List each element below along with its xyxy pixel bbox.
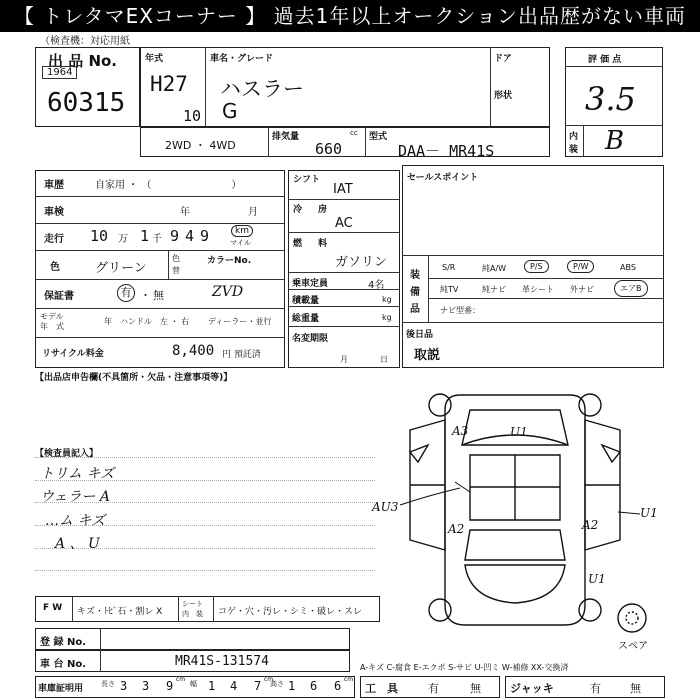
capacity-label: 乗車定員 <box>292 279 329 289</box>
color-label: 色 <box>50 262 60 273</box>
color-change-1: 色 <box>172 254 180 263</box>
lot-number: 60315 <box>47 88 126 118</box>
damage-mark-rear: U1 <box>588 572 606 586</box>
seat-label-2: 内 装 <box>182 610 203 618</box>
damage-mark-front-left: A3 <box>452 424 469 438</box>
year-value: H27 <box>150 72 188 96</box>
equip-genuine-navi: 純ナビ <box>482 285 506 294</box>
mileage-sen-unit: 千 <box>152 234 162 245</box>
displacement-label: 排気量 <box>272 132 300 142</box>
history-label: 車歴 <box>44 180 64 191</box>
mileage-label: 走行 <box>44 234 64 245</box>
width-cm: cm <box>264 676 274 683</box>
score-value: 3.5 <box>585 80 636 118</box>
car-grade: G <box>222 99 238 123</box>
equip-ps-circled: P/S <box>524 260 549 273</box>
load-unit: kg <box>382 295 392 304</box>
height-label: 高さ <box>270 680 284 688</box>
interior-score: B <box>605 126 625 156</box>
weight-unit: kg <box>382 313 392 322</box>
equipment-label-1: 装 <box>410 270 420 281</box>
tools-yes: 有 <box>428 682 439 695</box>
width-digit-2: 4 <box>230 679 238 693</box>
height-cm: cm <box>344 676 354 683</box>
damage-mark-left-door: AU3 <box>372 500 399 514</box>
length-cm: cm <box>176 676 186 683</box>
tools-no: 無 <box>470 682 481 695</box>
capacity-value: 4名 <box>368 280 385 291</box>
month-value: 10 <box>183 107 202 125</box>
door-label: ドア <box>494 54 512 64</box>
equip-genuine-aw: 純A/W <box>482 264 507 273</box>
color-value: グリーン <box>95 261 147 276</box>
length-digit-3: 9 <box>166 679 174 693</box>
warranty-no: 無 <box>153 289 164 302</box>
ac-label-1: 冷 <box>293 205 303 215</box>
color-change-2: 替 <box>172 266 180 275</box>
length-label: 長さ <box>101 680 115 688</box>
model-value: DAA－ MR41S <box>398 142 495 160</box>
inspector-note-3: …ム キズ <box>45 513 106 529</box>
model-year-unit: 年 <box>104 317 112 326</box>
recycle-label: リサイクル料金 <box>42 349 104 359</box>
recycle-unit: 円 預託済 <box>222 350 261 360</box>
fuel-label-1: 燃 <box>293 239 303 249</box>
lot-number-label: 出 品 No. <box>48 52 118 70</box>
equip-airbag-circled: エアB <box>614 280 648 297</box>
post-sale-label: 後日品 <box>406 330 434 340</box>
damage-mark-rear-right: A2 <box>582 518 599 532</box>
mileage-man-unit: 万 <box>118 234 128 245</box>
equip-pw-circled: P/W <box>567 260 594 273</box>
fw-value: キズ・ﾄﾋﾞ石・割レ X <box>77 607 163 617</box>
equipment-label-2: 備 <box>410 287 420 298</box>
fuel-label-2: 料 <box>318 239 328 249</box>
reg-change-label: 名変期限 <box>292 334 329 344</box>
history-value: 自家用 ・ （ ） <box>95 180 242 191</box>
inspector-label: 【検査員記入】 <box>35 449 99 459</box>
equipment-label-3: 品 <box>410 304 420 315</box>
width-label: 幅 <box>190 680 197 688</box>
damage-mark-rear-left: A2 <box>448 522 465 536</box>
reg-month-unit: 月 <box>340 355 348 364</box>
ac-label-2: 房 <box>318 205 328 215</box>
dealer-import: ディーラー・並行 <box>208 317 272 326</box>
year-label: 年式 <box>145 54 164 64</box>
fuel-value: ガソリン <box>335 255 388 270</box>
chassis-value: MR41S-131574 <box>175 654 269 669</box>
height-digit-2: 6 <box>310 679 318 693</box>
weight-label: 総重量 <box>292 314 320 324</box>
equip-aftermarket-navi: 外ナビ <box>570 285 594 294</box>
interior-label-2: 装 <box>569 145 579 155</box>
inspection-year-unit: 年 <box>180 207 190 218</box>
auction-banner: 【 トレタマEXコーナー 】 過去1年以上オークション出品歴がない車両 <box>0 0 700 32</box>
mile-unit: マイル <box>230 239 251 247</box>
model-label: 型式 <box>369 132 388 142</box>
km-circled: km <box>231 225 253 237</box>
equip-abs: ABS <box>620 263 636 272</box>
navi-model-label: ナビ型番： <box>440 306 480 315</box>
shape-label: 形状 <box>494 91 513 101</box>
drive-type: 2WD ・ 4WD <box>165 139 236 152</box>
seat-label-1: シート <box>182 600 203 608</box>
chassis-label: 車 台 No. <box>40 659 87 670</box>
height-digit-3: 6 <box>334 679 342 693</box>
inspection-label: 車検 <box>44 207 64 218</box>
score-label: 評 価 点 <box>588 55 622 65</box>
model-year-label-2: 年 式 <box>40 322 64 331</box>
load-label: 積載量 <box>292 296 320 306</box>
color-no-label: カラーNo. <box>207 256 252 266</box>
color-no-value: ZVD <box>212 284 244 300</box>
spare-label: スペア <box>618 641 648 652</box>
reg-day-unit: 日 <box>380 355 388 364</box>
equip-genuine-tv: 純TV <box>440 285 459 294</box>
warranty-label: 保証書 <box>44 291 74 302</box>
cc-unit: cc <box>350 129 358 137</box>
model-year-label-1: モデル <box>40 312 64 321</box>
tools-label: 工 具 <box>365 682 398 695</box>
shift-label: シフト <box>293 175 321 185</box>
lot-small-number: 1964 <box>42 66 77 79</box>
length-digit-1: 3 <box>120 679 136 693</box>
damage-legend: A-キズ C-腐食 E-エクボ S-サビ U-凹ミ W-補修 XX-交換済 <box>360 663 569 672</box>
damage-mark-front: U1 <box>510 425 528 439</box>
shift-value: IAT <box>333 182 353 197</box>
jack-no: 無 <box>630 682 641 695</box>
equip-leather-seat: 革シート <box>522 285 554 294</box>
fw-label: F W <box>43 603 63 613</box>
mileage-10k: 10 <box>90 227 109 245</box>
inspector-note-1: トリム キズ <box>40 466 115 482</box>
jack-yes: 有 <box>590 682 601 695</box>
inspector-note-2: ウェラー A <box>40 489 111 505</box>
seller-note-label: 【出品店申告欄(不具箇所・欠品・注意事項等)】 <box>35 373 233 383</box>
displacement-value: 660 <box>315 140 343 158</box>
post-sale-value: 取説 <box>414 348 441 363</box>
name-grade-label: 車名・グレード <box>210 54 274 64</box>
handle-side: ハンドル 左 ・ 右 <box>120 317 190 326</box>
recycle-value: 8,400 <box>172 343 215 359</box>
width-digit-1: 1 <box>208 679 216 693</box>
seat-value: コゲ・穴・汚レ・シミ・破レ・スレ <box>218 607 363 617</box>
mileage-1k: 1 <box>140 227 150 245</box>
mileage-rest: 949 <box>170 227 216 245</box>
car-name: ハスラー <box>220 77 304 101</box>
sheet-subtitle: （検査機：対応用紙 <box>40 36 130 47</box>
sales-point-label: セールスポイント <box>407 173 479 183</box>
jack-label: ジャッキ <box>510 682 554 695</box>
length-digit-2: 3 <box>142 679 150 693</box>
registration-label: 登 録 No. <box>40 637 87 648</box>
height-digit-1: 1 <box>288 679 296 693</box>
warranty-yes-circled: 有 <box>117 284 135 302</box>
dimensions-label: 車庫証明用 <box>38 684 84 694</box>
ac-value: AC <box>335 216 353 231</box>
damage-mark-right: U1 <box>640 506 658 520</box>
inspector-note-4: A 、 U <box>55 536 100 552</box>
equip-sunroof: S/R <box>442 263 456 272</box>
width-digit-3: 7 <box>254 679 262 693</box>
interior-label-1: 内 <box>569 132 579 142</box>
inspection-month-unit: 月 <box>248 207 258 218</box>
